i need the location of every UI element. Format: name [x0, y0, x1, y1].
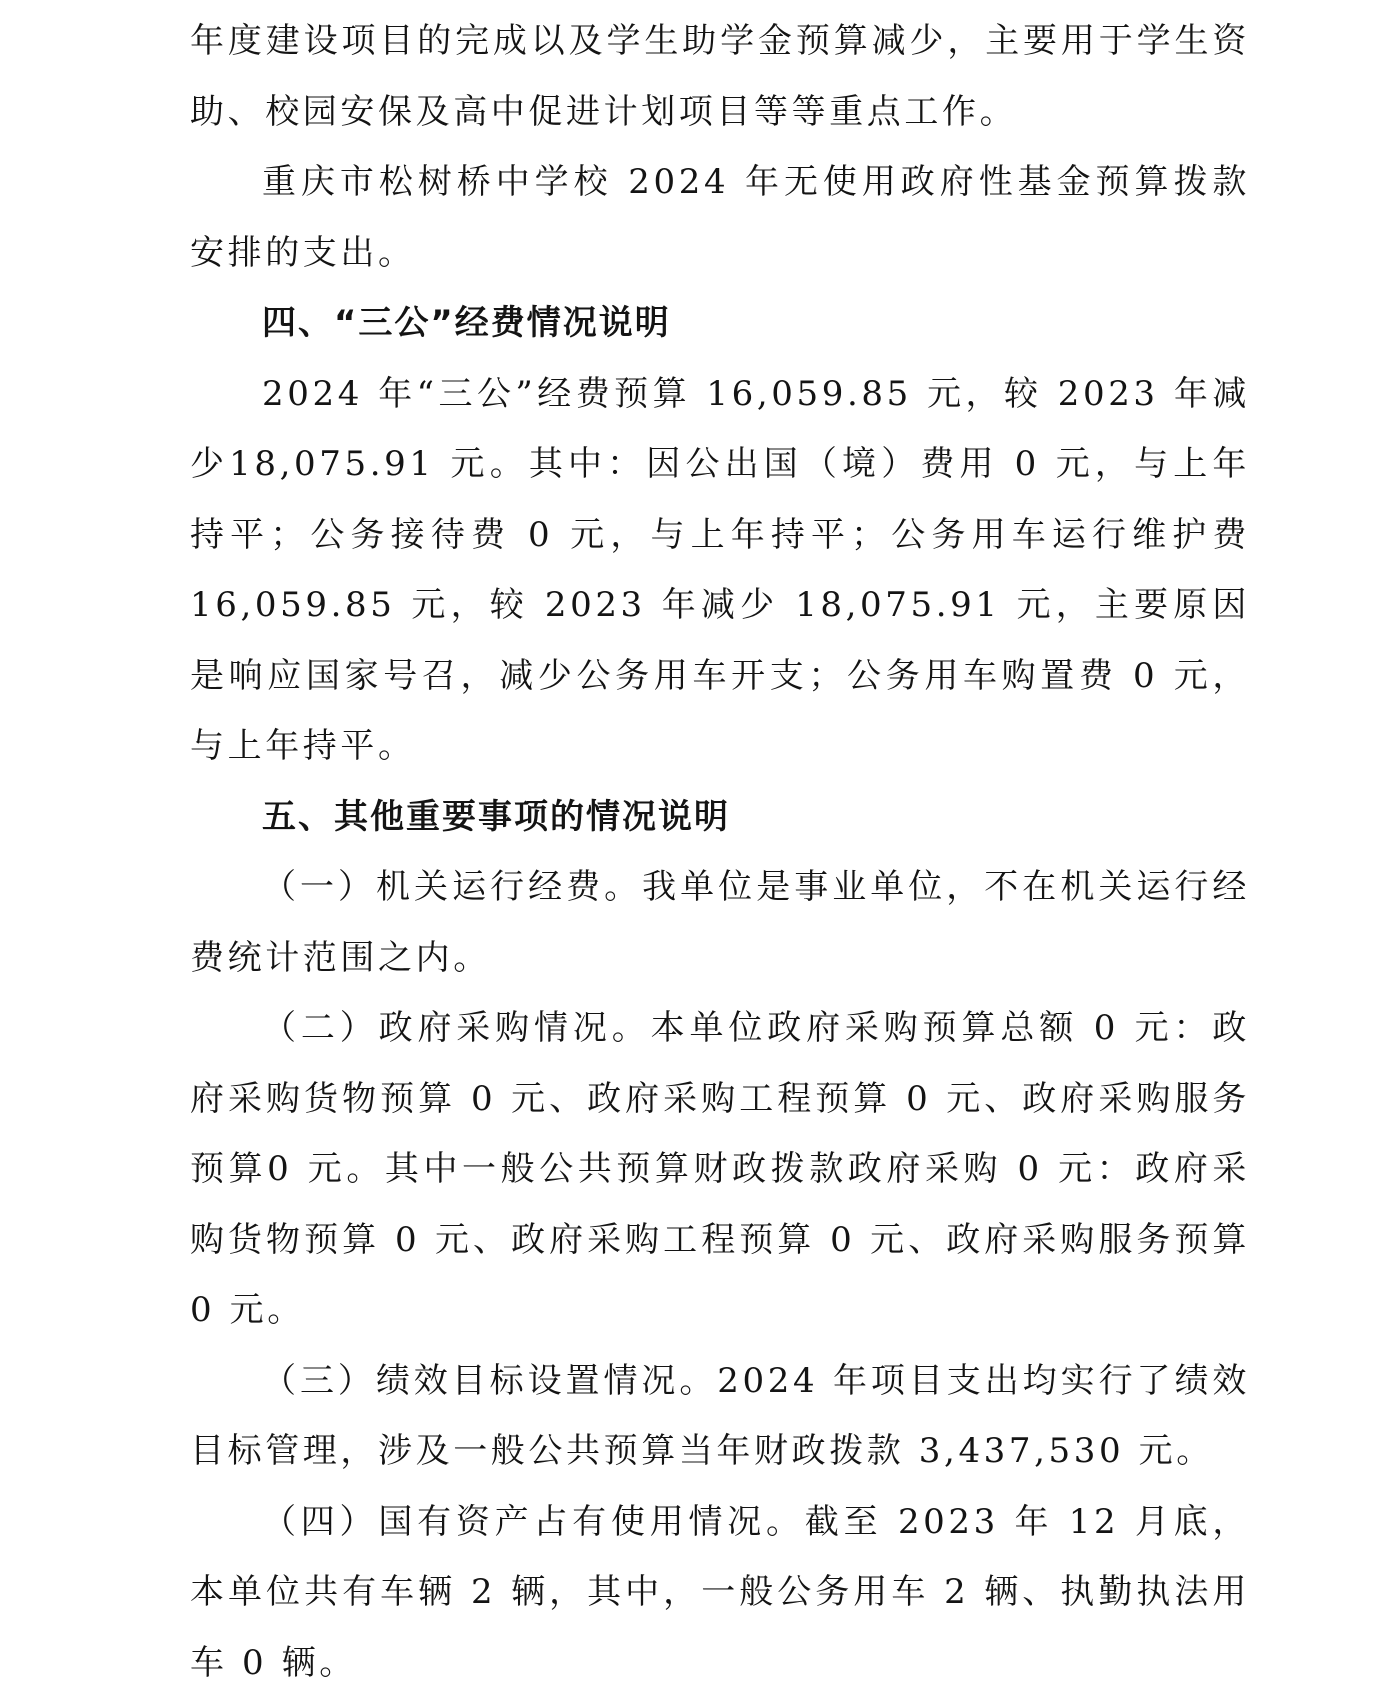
performance-goals-paragraph: （三）绩效目标设置情况。2024 年项目支出均实行了绩效目标管理，涉及一般公共预算当年财政拨款 3,437,530 元。 — [190, 1346, 1250, 1487]
section-four-heading: 四、“三公”经费情况说明 — [190, 288, 1250, 359]
continuation-paragraph: 年度建设项目的完成以及学生助学金预算减少，主要用于学生资助、校园安保及高中促进计划项目等等重点工作。 — [190, 6, 1250, 147]
state-assets-paragraph: （四）国有资产占有使用情况。截至 2023 年 12 月底，本单位共有车辆 2 辆，其中，一般公务用车 2 辆、执勤执法用车 0 辆。 — [190, 1487, 1250, 1698]
document-page — [190, 0, 1250, 1698]
government-procurement-paragraph: （二）政府采购情况。本单位政府采购预算总额 0 元：政府采购货物预算 0 元、政府采购工程预算 0 元、政府采购服务预算0 元。其中一般公共预算财政拨款政府采购 0 元：政府采购货物预算 0 元、政府采购工程预算 0 元、政府采购服务预算 0 元。 — [190, 993, 1250, 1346]
section-five-heading: 五、其他重要事项的情况说明 — [190, 782, 1250, 853]
agency-operating-funds-paragraph: （一）机关运行经费。我单位是事业单位，不在机关运行经费统计范围之内。 — [190, 852, 1250, 993]
government-fund-paragraph: 重庆市松树桥中学校 2024 年无使用政府性基金预算拨款安排的支出。 — [190, 147, 1250, 288]
three-public-expenses-paragraph: 2024 年“三公”经费预算 16,059.85 元，较 2023 年减少18,075.91 元。其中：因公出国（境）费用 0 元，与上年持平；公务接待费 0 元，与上年持平；公务用车运行维护费 16,059.85 元，较 2023 年减少 18,075.91 元，主要原因是响应国家号召，减少公务用车开支；公务用车购置费 0 元，与上年持平。 — [190, 359, 1250, 782]
